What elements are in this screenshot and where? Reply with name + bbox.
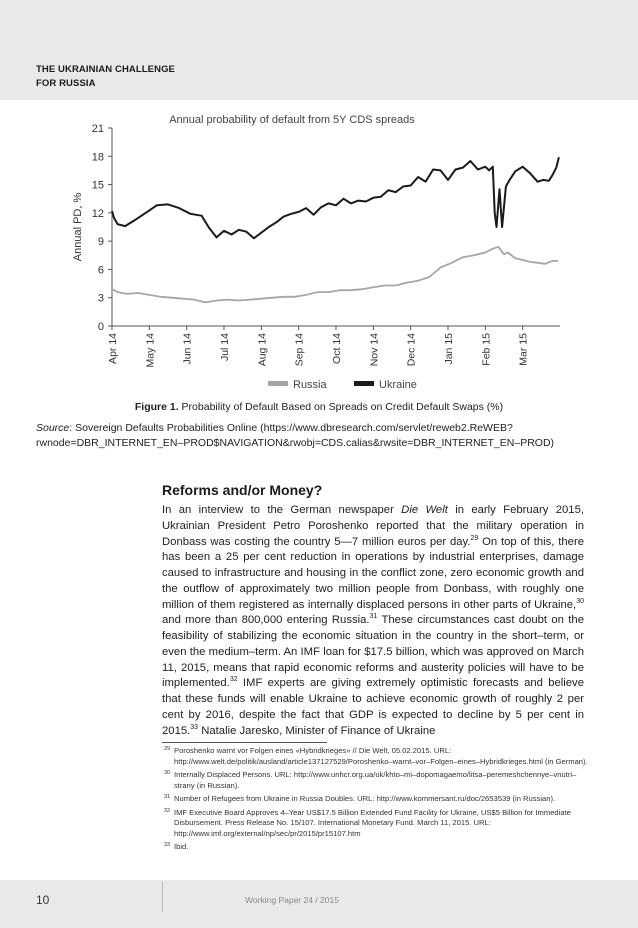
y-tick-label: 12 [91, 207, 104, 220]
footnote-text: Number of Refugees from Ukraine in Russia Doubles. URL: http://www.kommersant.ru/doc/2653539 (in Russian). [174, 794, 556, 803]
newspaper-name: Die Welt [401, 504, 448, 516]
footnote-ref-29[interactable]: 29 [470, 534, 479, 542]
series-line-russia [112, 247, 558, 303]
source-text: : Sovereign Defaults Probabilities Online (https://www.dbresearch.com/servlet/reweb2.ReWEB?rwnode=DBR_INTERNET_EN–PROD$NAVIGATION&rwobj=CDS.calias&rwsite=DBR_INTERNET_EN–PROD) [36, 422, 555, 449]
footnote [164, 746, 588, 767]
y-tick-label: 18 [91, 151, 104, 164]
source-note [36, 421, 596, 451]
source-label: Source [36, 422, 70, 434]
footnote-ref-32[interactable]: 32 [229, 676, 238, 684]
footnote-number: 31 [164, 794, 171, 800]
y-tick-label: 15 [91, 179, 104, 192]
running-header-line2: FOR RUSSIA [36, 78, 96, 89]
page-number: 10 [36, 893, 50, 907]
x-tick-label: Oct 14 [331, 333, 343, 364]
footnote-number: 33 [164, 842, 171, 848]
pd-line-chart [0, 108, 638, 398]
y-axis-label: Annual PD, % [72, 192, 84, 262]
x-tick-label: Jun 14 [181, 333, 194, 365]
running-header [36, 63, 175, 91]
x-tick-label: Apr 14 [107, 333, 119, 364]
x-tick-label: May 14 [144, 333, 157, 368]
body-text-1: In an interview to the German newspaper [162, 504, 402, 516]
x-tick-label: Dec 14 [405, 333, 418, 367]
footnote-divider [162, 742, 327, 743]
figure-caption [0, 401, 638, 413]
series-line-ukraine [112, 157, 559, 238]
section-title: Reforms and/or Money? [162, 482, 323, 498]
running-header-line1: THE UKRAINIAN CHALLENGE [36, 64, 175, 75]
footnote-number: 30 [164, 770, 171, 776]
footnote-ref-31[interactable]: 31 [369, 613, 378, 621]
footnotes [164, 746, 588, 856]
legend-swatch-russia [268, 381, 288, 386]
x-tick-label: Jan 15 [443, 333, 455, 365]
footnote [164, 794, 588, 805]
legend-label-ukraine: Ukraine [379, 379, 417, 391]
x-tick-label: Nov 14 [368, 333, 381, 367]
footnote-ref-30[interactable]: 30 [576, 597, 584, 605]
y-tick-label: 9 [97, 236, 104, 249]
legend-label-russia: Russia [293, 379, 327, 391]
footnote-text: Poroshenko warnt vor Folgen eines «Hybridkrieges» // Die Welt, 05.02.2015. URL: http://www.welt.de/politik/ausland/article137127529/Poroshenko–warnt–vor–Folgen–eines–Hybridkrieges.html (in German). [174, 746, 588, 766]
x-tick-label: Feb 15 [480, 333, 493, 366]
working-paper-label: Working Paper 24 / 2015 [245, 895, 339, 905]
body-text-3: On top of this, there has been a 25 per cent reduction in operations by industrial enterprises, damage caused to infrastructure and housing in the conflict zone, zero economic growth and the outflow of approximately two million people from Donbass, with roughly one million of them registered as internally displaced persons in other parts of Ukraine, [162, 535, 584, 611]
body-text-4: and more than 800,000 entering Russia. [162, 614, 370, 627]
legend-swatch-ukraine [354, 381, 374, 386]
chart-title: Annual probability of default from 5Y CDS spreads [169, 114, 415, 126]
footnote-number: 29 [164, 746, 171, 752]
body-text-2: in early February 2015, Ukrainian President Petro Poroshenko reported that the military operation in Donbass was costing the country 5—7 million euros per day. [162, 504, 584, 548]
x-tick-label: Jul 14 [219, 333, 231, 362]
body-text-6: IMF experts are giving extremely optimistic forecasts and believe that these funds will enable Ukraine to achieve economic growth of roughly 2 per cent by 2016, despite the fact that GDP is expected to decline by 5 per cent in 2015. [162, 677, 584, 737]
footnote-text: Internally Displaced Persons. URL: http://www.unhcr.org.ua/uk/khto–mi–dopomagaemo/litsa–peremeshchennye–vnutri–strany (in Russian). [174, 770, 577, 790]
figure-caption-text: Probability of Default Based on Spreads on Credit Default Swaps (%) [181, 401, 504, 413]
x-tick-label: Mar 15 [517, 333, 530, 366]
footnote [164, 808, 588, 840]
y-tick-label: 0 [97, 321, 104, 333]
x-tick-label: Sep 14 [293, 333, 306, 367]
footnote-text: IMF Executive Board Approves 4–Year US$17.5 Billion Extended Fund Facility for Ukraine, US$5 Billion for Immediate Disbursement. Press Release No. 15/107. International Monetary Fund. March 11, 2015. URL: http://www.imf.org/external/np/sec/pr/2015/pr15107.htm [174, 807, 571, 838]
footnote-ref-33[interactable]: 33 [190, 723, 199, 731]
body-paragraph [162, 503, 584, 739]
footnote [164, 770, 588, 791]
figure-label: Figure 1. [134, 401, 179, 413]
y-tick-label: 6 [97, 264, 104, 277]
footnote-number: 32 [164, 807, 171, 814]
footnote [164, 842, 588, 853]
y-tick-label: 21 [91, 123, 104, 135]
x-tick-label: Aug 14 [256, 333, 269, 367]
footnote-text: Ibid. [174, 842, 189, 851]
body-text-7: Natalie Jaresko, Minister of Finance of Ukraine [198, 724, 436, 737]
body-text-5: These circumstances cast doubt on the feasibility of stabilizing the economic situation in the country in the short–term, or even the medium–term. An IMF loan for $17.5 billion, which was approved on March 11, 2015, means that rapid economic reforms and austerity policies will have to be implemented. [162, 614, 584, 690]
y-tick-label: 3 [97, 292, 104, 305]
